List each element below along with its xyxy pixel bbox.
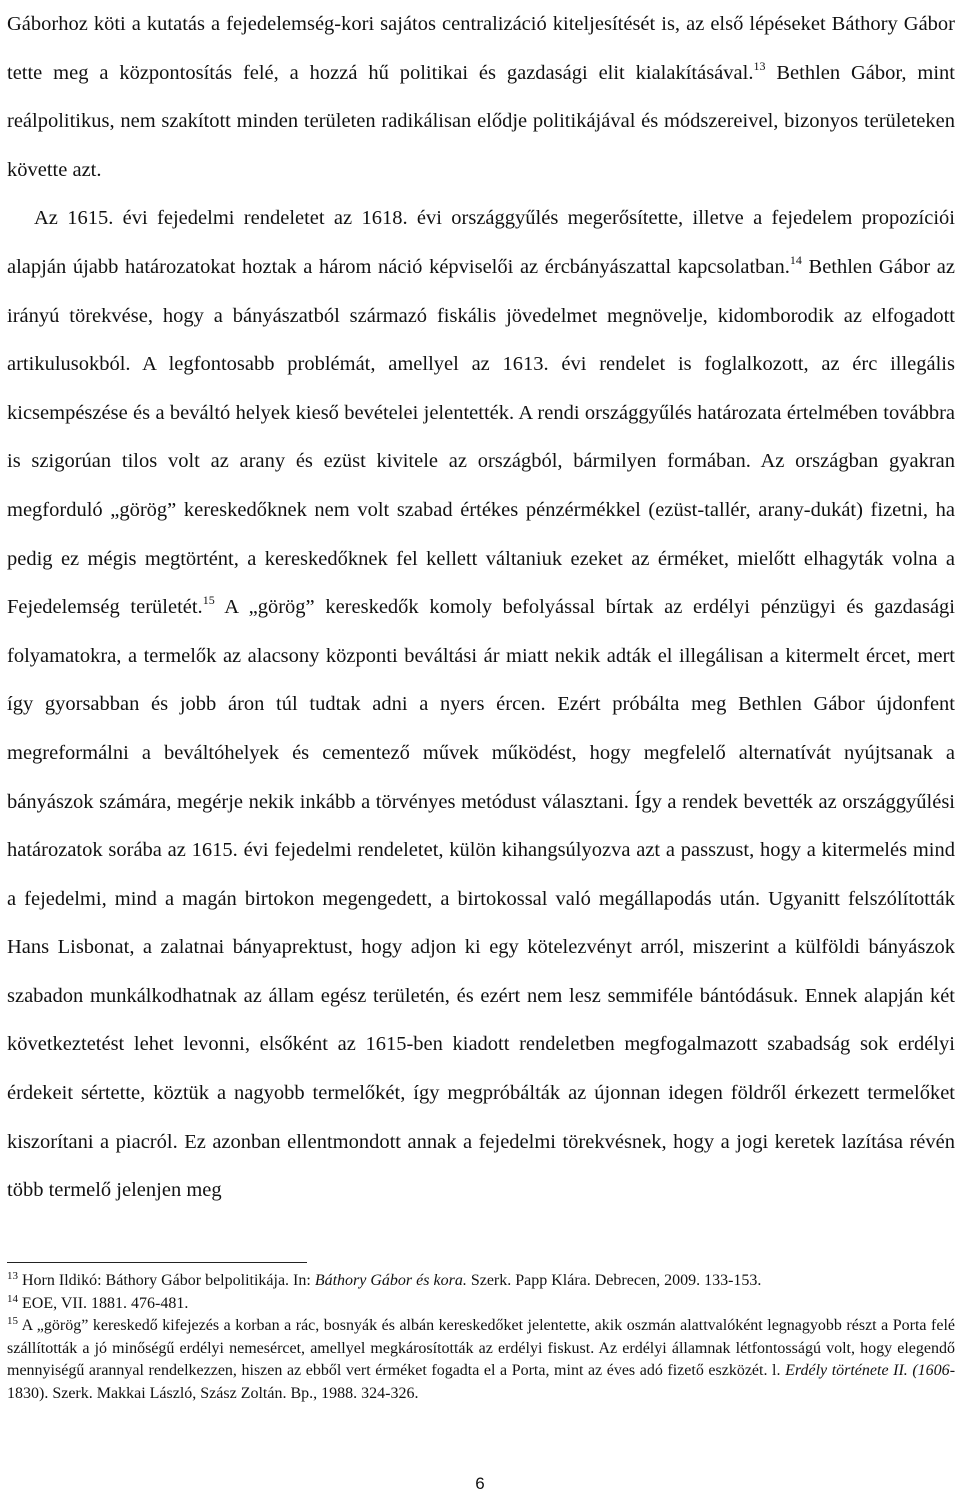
paragraph-text: Bethlen Gábor, mint reálpolitikus, nem szakított minden területen radikálisan elődje politikájával és módszereivel, bizonyos területeken követte azt. bbox=[7, 61, 955, 181]
footnote-14 bbox=[7, 1293, 955, 1316]
footnote-ref-14: 14 bbox=[789, 252, 802, 267]
footnote-ref-15: 15 bbox=[202, 593, 215, 608]
footnote-text: Horn Ildikó: Báthory Gábor belpolitikája. In: bbox=[18, 1272, 315, 1289]
footnote-title: Báthory Gábor és kora. bbox=[314, 1272, 467, 1289]
footnote-ref-13: 13 bbox=[753, 58, 766, 73]
footnote-number: 13 bbox=[7, 1270, 18, 1282]
paragraph-text: Az 1615. évi fejedelmi rendeletet az 1618. évi országgyűlés megerősítette, illetve a fejedelem propozíciói alapján újabb határozatokat hoztak a három náció képviselői az ércbányászattal kapcsolatban. bbox=[7, 207, 955, 278]
footnote-15 bbox=[7, 1315, 955, 1405]
paragraph-text: A „görög” kereskedők komoly befolyással bírtak az erdélyi pénzügyi és gazdasági folyamatokra, a termelők az alacsony központi beváltási ár miatt nekik adták el illegálisan a kitermelt ércet, mert így gyorsabban és jobb áron túl tudtak adni a nyers ércen. Ezért próbálta meg Bethlen Gábor újdonfent megreformálni a beváltóhelyek és cementező művek működést, hogy megfelelő alternatívát nyújtsanak a bányászok számára, megérje nekik inkább a törvényes metódust választani. Így a rendek bevették az országgyűlési határozatok sorába az 1615. évi fejedelmi rendeletet, külön kihangsúlyozva azt a passzust, hogy a kitermelés mind a fejedelmi, mind a magán birtokon megengedett, a birtokossal való megállapodás után. Ugyanitt felszólították Hans Lisbonat, a zalatnai bányaprektust, hogy adjon ki egy kötelezvényt arról, miszerint a külföldi bányászok szabadon munkálkodhatnak az állam egész területén, és ezért nem lesz semmiféle bántódásuk. Ennek alapján két következtetést lehet levonni, elsőként az 1615-ben kiadott rendeletben megfogalmazott szabadság sok erdélyi érdekeit sértette, köztük a nagyobb termelőkét, így megpróbálták az újonnan idegen földről érkezett termelőket kiszorítani a piacról. Ez azonban ellentmondott annak a fejedelmi törekvésnek, hogy a jogi keretek lazítása révén több termelő jelenjen meg bbox=[7, 596, 955, 1202]
main-text bbox=[7, 0, 955, 1215]
footnote-number: 15 bbox=[7, 1315, 18, 1327]
paragraph-2 bbox=[7, 194, 955, 1214]
footnote-text: EOE, VII. 1881. 476-481. bbox=[18, 1294, 189, 1312]
footnote-text: -1830). Szerk. Makkai László, Szász Zoltán. Bp., 1988. 324-326. bbox=[7, 1362, 956, 1402]
page-number: 6 bbox=[475, 1474, 485, 1493]
footnote-title: Erdély története II. (1606 bbox=[785, 1362, 950, 1379]
footnote-text: Szerk. Papp Klára. Debrecen, 2009. 133-153. bbox=[466, 1272, 762, 1289]
footnote-text: A „görög” kereskedő kifejezés a korban a rác, bosnyák és albán kereskedőket jelentette, akik oszmán alattvalóként legnagyobb részt a Porta felé szállították a jó minőségű erdélyi nemesércet, amellyel megkárosították az erdélyi fiskust. Az erdélyi államnak létfontosságú volt, hogy elegendő mennyiségű arannyal rendelkezzen, hiszen az ebből vert érméket fogadta el a Porta, mint az éves adó fizető eszközét. l. bbox=[7, 1317, 955, 1379]
paragraph-text: Bethlen Gábor az irányú törekvése, hogy a bányászatból származó fiskális jövedelmet megnövelje, kidomborodik az elfogadott artikulusokból. A legfontosabb problémát, amellyel az 1613. évi rendelet is foglalkozott, az érc illegális kicsempészése és a beváltó helyek kieső bevételei jelentették. A rendi országgyűlés határozata értelmében továbbra is szigorúan tilos volt az arany és ezüst kivitele az országból, bármilyen formában. Az országban gyakran megforduló „görög” kereskedőknek nem volt szabad értékes pénzérmékkel (ezüst-tallér, arany-dukát) fizetni, ha pedig ez mégis megtörtént, a kereskedőknek fel kellett váltaniuk ezeket az érméket, mielőtt elhagyták volna a Fejedelemség területét. bbox=[7, 255, 955, 619]
footnote-13 bbox=[7, 1270, 955, 1293]
paragraph-text: Gáborhoz köti a kutatás a fejedelemség-kori sajátos centralizáció kiteljesítését is, az első lépéseket Báthory Gábor tette meg a központosítás felé, a hozzá hű politikai és gazdasági elit kialakításával. bbox=[7, 13, 955, 84]
footnote-separator bbox=[7, 1262, 307, 1263]
footnote-number: 14 bbox=[7, 1292, 18, 1305]
footnotes bbox=[7, 1270, 955, 1405]
paragraph-1 bbox=[7, 0, 955, 194]
